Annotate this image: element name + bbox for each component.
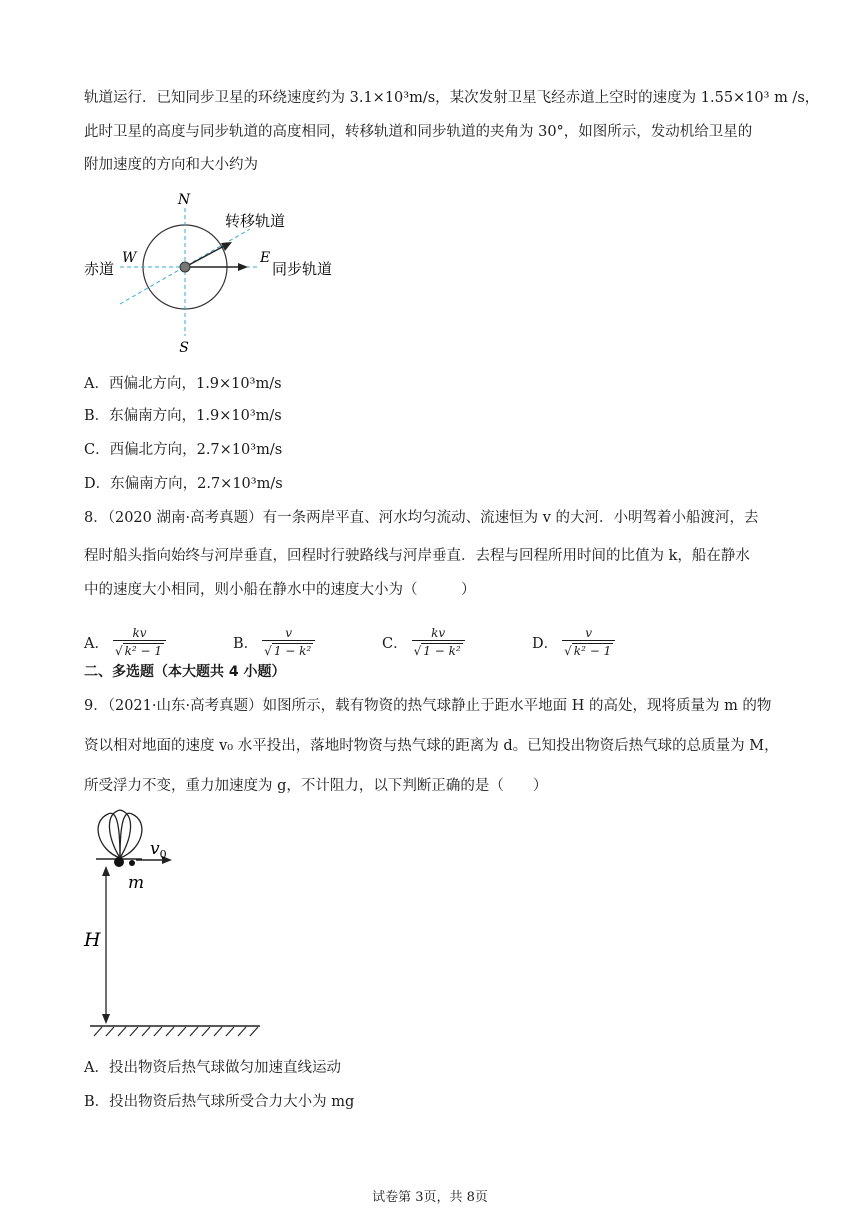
q8-option-d-radicand: k² − 1 (573, 644, 612, 658)
balloon-diagram (80, 808, 270, 1040)
q9-option-b: B．投出物资后热气球所受合力大小为 mg (84, 1094, 355, 1110)
q8-option-c-radicand: 1 − k² (423, 644, 461, 658)
section-heading-multiple-choice: 二、多选题（本大题共 4 小题） (84, 664, 286, 680)
q8-option-b-radicand: 1 − k² (273, 644, 312, 658)
equator-label: 赤道 (84, 260, 115, 278)
q8-option-d-fraction: v √ k² − 1 (562, 626, 615, 658)
q8-option-b-fraction: v √ 1 − k² (262, 626, 315, 658)
q7-text-line-2: 此时卫星的高度与同步轨道的高度相同，转移轨道和同步轨道的夹角为 30°，如图所示，发动机给卫星的 (84, 124, 753, 140)
q8-option-a-label: A． (84, 635, 109, 652)
south-label: S (179, 340, 189, 356)
q8-option-c-fraction: kv √ 1 − k² (412, 626, 465, 658)
q8-option-a (84, 626, 166, 658)
q8-option-a-fraction: kv √ k² − 1 (113, 626, 166, 658)
q9-text-line-2: 资以相对地面的速度 v₀ 水平投出，落地时物资与热气球的距离为 d。已知投出物资后热气球的总质量为 M， (84, 738, 779, 754)
q8-option-c (382, 626, 465, 658)
q8-option-b-numerator: v (285, 626, 293, 640)
velocity-label: $v_0$ (150, 839, 167, 861)
q9-text-line-3: 所受浮力不变，重力加速度为 g，不计阻力，以下判断正确的是（ ） (84, 778, 548, 794)
q8-option-d (532, 626, 615, 658)
q7-option-c: C．西偏北方向，2.7×10³m/s (84, 442, 283, 458)
transfer-orbit-label: 转移轨道 (225, 212, 286, 230)
west-label: W (122, 250, 137, 266)
east-label: E (260, 250, 271, 266)
q8-option-a-radicand: k² − 1 (124, 644, 163, 658)
mass-label: m (128, 873, 145, 893)
sync-orbit-label: 同步轨道 (272, 260, 333, 278)
page-footer: 试卷第 3页，共 8页 (372, 1190, 488, 1205)
q7-option-a: A．西偏北方向，1.9×10³m/s (84, 376, 282, 392)
orbit-diagram (80, 186, 380, 356)
q8-option-b-label: B． (233, 635, 259, 652)
q7-text-line-1: 轨道运行．已知同步卫星的环绕速度约为 3.1×10³m/s，某次发射卫星飞经赤道上空时的速度为 1.55×10³ m /s， (84, 90, 820, 106)
q7-option-d: D．东偏南方向，2.7×10³m/s (84, 476, 283, 492)
q8-option-d-label: D． (532, 635, 559, 652)
q8-option-c-label: C． (382, 635, 408, 652)
height-label: H (84, 929, 101, 951)
north-label: N (177, 192, 191, 208)
q9-text-line-1: 9．（2021·山东·高考真题）如图所示，载有物资的热气球静止于距水平地面 H 的高处，现将质量为 m 的物 (84, 698, 772, 714)
q8-text-line-1: 8．（2020 湖南·高考真题）有一条两岸平直、河水均匀流动、流速恒为 v 的大河．小明驾着小船渡河，去 (84, 510, 759, 526)
q7-text-line-3: 附加速度的方向和大小约为 (84, 157, 258, 173)
q8-option-b (233, 626, 315, 658)
q8-option-a-numerator: kv (132, 626, 147, 640)
q9-option-a: A．投出物资后热气球做匀加速直线运动 (84, 1060, 341, 1076)
q8-text-line-3: 中的速度大小相同，则小船在静水中的速度大小为（ ） (84, 582, 476, 598)
q8-option-c-numerator: kv (431, 626, 446, 640)
q7-option-b: B．东偏南方向，1.9×10³m/s (84, 408, 282, 424)
q8-option-d-numerator: v (585, 626, 593, 640)
q8-text-line-2: 程时船头指向始终与河岸垂直，回程时行驶路线与河岸垂直．去程与回程所用时间的比值为 k，船在静水 (84, 548, 750, 564)
